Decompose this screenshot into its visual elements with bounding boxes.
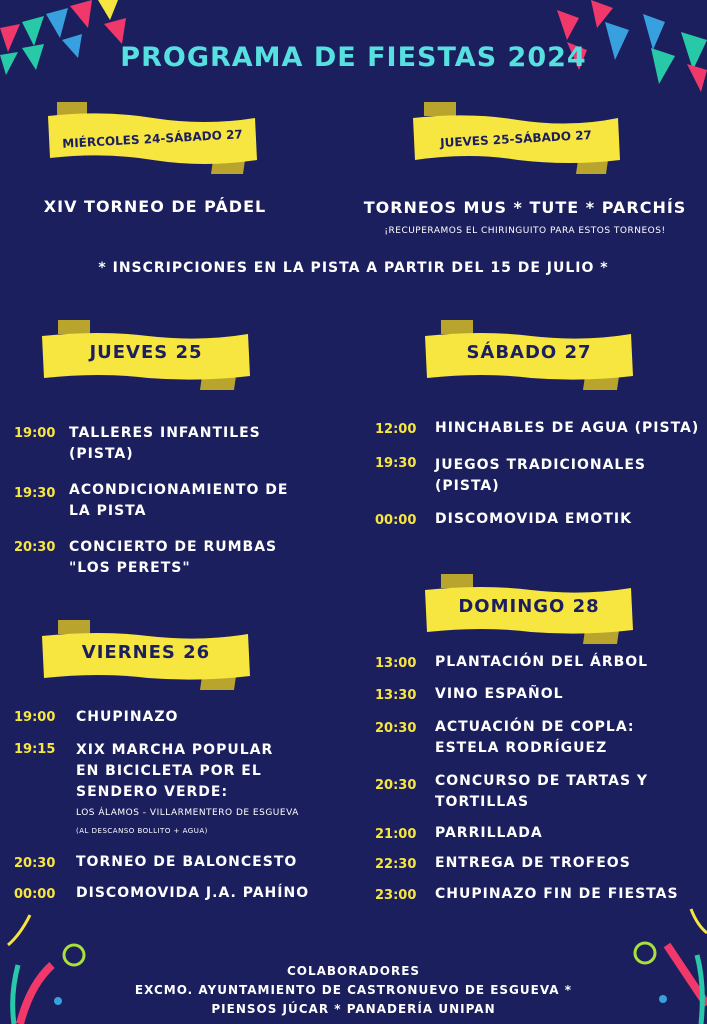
event-route-note: (AL DESCANSO BOLLITO + AGUA) [76, 827, 208, 835]
banner-label: MIÉRCOLES 24-SÁBADO 27 [61, 127, 244, 151]
event-time: 12:00 [375, 422, 417, 437]
event-title: CONCURSO DE TARTAS Y TORTILLAS [435, 773, 649, 810]
event-title: TORNEO DE BALONCESTO [76, 854, 298, 870]
collaborators-line: PIENSOS JÚCAR * PANADERÍA UNIPAN [211, 1002, 496, 1016]
event-title: XIX MARCHA POPULAR EN BICICLETA POR EL SENDERO VERDE: [76, 742, 274, 800]
event-title: VINO ESPAÑOL [435, 686, 564, 702]
event-title: ACTUACIÓN DE COPLA: ESTELA RODRÍGUEZ [435, 719, 635, 756]
banner-jueves-25 [40, 320, 252, 392]
event-time: 20:30 [14, 856, 56, 871]
event-title: JUEGOS TRADICIONALES (PISTA) [435, 457, 646, 494]
event-title: ACONDICIONAMIENTO DE LA PISTA [69, 482, 289, 519]
event-time: 23:00 [375, 888, 417, 903]
event-time: 19:15 [14, 742, 56, 757]
day-label: DOMINGO 28 [458, 596, 600, 617]
event-title: DISCOMOVIDA J.A. PAHÍNO [76, 885, 310, 901]
banner-viernes-26 [40, 620, 252, 692]
event-time: 00:00 [14, 887, 56, 902]
event-time: 13:30 [375, 688, 417, 703]
banner-jueves-sabado [410, 102, 622, 176]
collaborators [100, 962, 607, 1019]
event-title: PARRILLADA [435, 825, 543, 841]
day-label: JUEVES 25 [89, 342, 203, 363]
event-title: CONCIERTO DE RUMBAS "LOS PERETS" [69, 539, 278, 576]
banner-sabado-27 [423, 320, 635, 392]
event-time: 22:30 [375, 857, 417, 872]
collaborators-heading: COLABORADORES [286, 964, 421, 978]
event-time: 20:30 [14, 540, 56, 555]
event-padel: XIV TORNEO DE PÁDEL [43, 197, 267, 216]
event-title: PLANTACIÓN DEL ÁRBOL [435, 654, 649, 670]
event-time: 13:00 [375, 656, 417, 671]
inscripciones-notice: * INSCRIPCIONES EN LA PISTA A PARTIR DEL 15 DE JULIO * [98, 260, 609, 276]
confetti-right-decoration [607, 905, 707, 1024]
event-time: 19:30 [14, 486, 56, 501]
collaborators-line: EXCMO. AYUNTAMIENTO DE CASTRONUEVO DE ESGUEVA * [134, 983, 573, 997]
event-time: 20:30 [375, 721, 417, 736]
event-title: HINCHABLES DE AGUA (PISTA) [435, 420, 700, 436]
chiringuito-note: ¡RECUPERAMOS EL CHIRINGUITO PARA ESTOS TORNEOS! [384, 226, 666, 236]
event-time: 21:00 [375, 827, 417, 842]
banner-domingo-28 [423, 574, 635, 646]
event-time: 19:30 [375, 456, 417, 471]
day-label: SÁBADO 27 [466, 342, 592, 363]
event-time: 19:00 [14, 426, 56, 441]
banner-miercoles-sabado [45, 102, 260, 176]
day-label: VIERNES 26 [81, 642, 211, 663]
event-time: 20:30 [375, 778, 417, 793]
event-title: TALLERES INFANTILES (PISTA) [69, 425, 261, 462]
event-title: CHUPINAZO FIN DE FIESTAS [435, 886, 679, 902]
confetti-left-decoration [0, 905, 100, 1024]
event-route: LOS ÁLAMOS - VILLARMENTERO DE ESGUEVA [76, 808, 299, 818]
banner-label: JUEVES 25-SÁBADO 27 [439, 128, 593, 150]
event-title: ENTREGA DE TROFEOS [435, 855, 631, 871]
event-time: 00:00 [375, 513, 417, 528]
event-title: CHUPINAZO [76, 709, 179, 725]
event-title: DISCOMOVIDA EMOTIK [435, 511, 632, 527]
event-time: 19:00 [14, 710, 56, 725]
page-title: PROGRAMA DE FIESTAS 2024 [120, 42, 587, 73]
event-torneos-mus: TORNEOS MUS * TUTE * PARCHÍS [363, 198, 687, 217]
